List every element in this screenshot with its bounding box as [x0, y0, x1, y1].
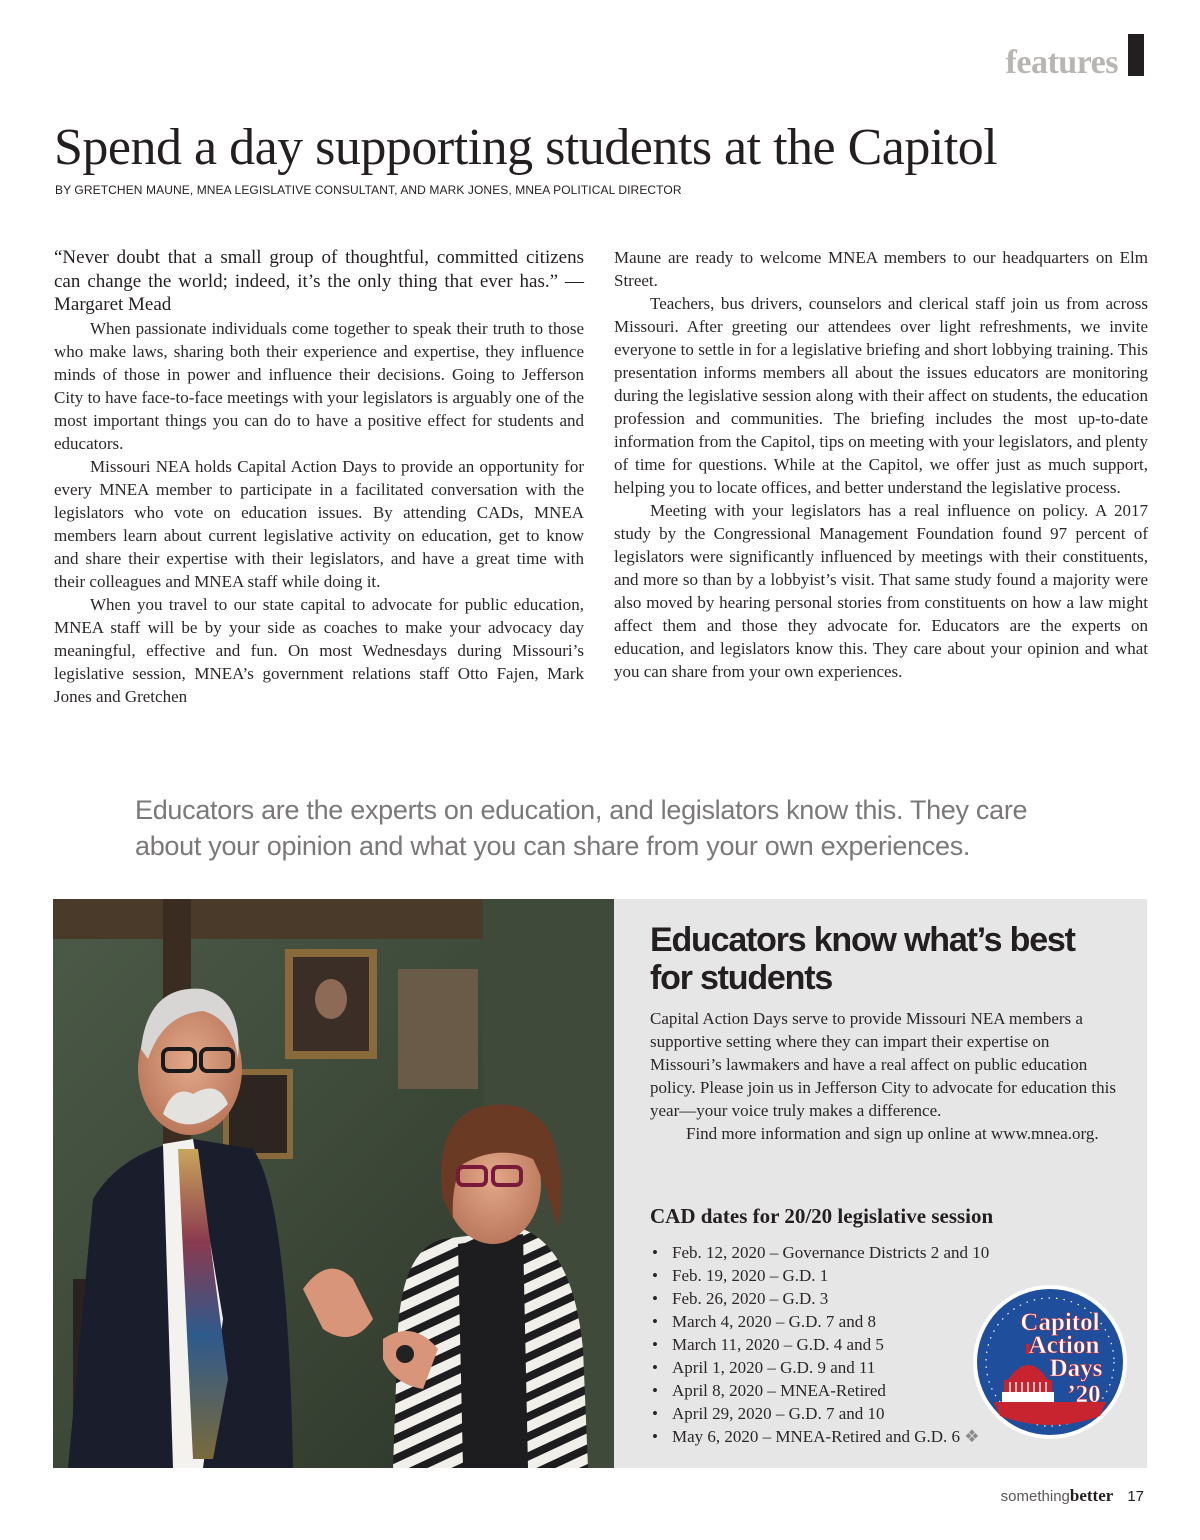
date-item: • Feb. 12, 2020 – Governance Districts 2 and 10 — [650, 1241, 989, 1264]
dates-heading: CAD dates for 20/20 legislative session — [650, 1204, 994, 1228]
pull-quote: Educators are the experts on education, and legislators know this. They care about your opinion and what you can share from your own experiences. — [135, 795, 1028, 861]
article-title: Spend a day supporting students at the Capitol — [54, 119, 998, 176]
capitol-action-days-seal — [972, 1284, 1128, 1440]
date-item: • May 6, 2020 – MNEA-Retired and G.D. 6 ❖ — [650, 1425, 989, 1448]
sidebar-paragraph: Capital Action Days serve to provide Missouri NEA members a supportive setting where they can impart their expertise on Missouri’s lawmakers and have a real affect on public education policy. Please join us in Jefferson City to advocate for education this year—your voice truly makes a difference. — [650, 1009, 1116, 1120]
article-column-right — [614, 246, 1148, 683]
footer-brand-light: something — [1000, 1488, 1070, 1505]
sidebar-title: Educators know what’s best for students — [650, 921, 1075, 997]
date-item: • Feb. 19, 2020 – G.D. 1 — [650, 1264, 989, 1287]
article-byline: BY GRETCHEN MAUNE, MNEA LEGISLATIVE CONSULTANT, AND MARK JONES, MNEA POLITICAL DIRECTOR — [55, 183, 682, 197]
body-paragraph: Maune are ready to welcome MNEA members to our headquarters on Elm Street. — [614, 248, 1148, 290]
section-label: features — [1005, 44, 1118, 81]
body-paragraph: Meeting with your legislators has a real influence on policy. A 2017 study by the Congressional Management Foundation found 97 percent of legislators were significantly influenced by meetings with their constituents, and more so than by a lobbyist’s visit. That same study found a majority were also moved by hearing personal stories from constituents on how a law might affect them and those they advocate for. Educators are the experts on education, and legislators know this. They care about your opinion and what you can share from your own experiences. — [614, 501, 1148, 681]
article-photo — [53, 899, 614, 1468]
seal-line3: Days — [1049, 1355, 1103, 1382]
date-item: • April 29, 2020 – G.D. 7 and 10 — [650, 1402, 989, 1425]
sidebar-paragraph: Find more information and sign up online at www.mnea.org. — [686, 1124, 1099, 1143]
body-paragraph: When passionate individuals come together to speak their truth to those who make laws, sharing both their experience and expertise, they influence minds of those in power and influence their decisions. Going to Jefferson City to have face-to-face meetings with your legislators is arguably one of the most important things you can do to have a positive effect for students and educators. — [54, 318, 584, 453]
footer-brand-bold: better — [1069, 1486, 1114, 1505]
sidebar-box — [614, 899, 1147, 1468]
dates-list — [650, 1241, 989, 1448]
date-item: • April 8, 2020 – MNEA-Retired — [650, 1379, 989, 1402]
sidebar-body — [650, 1007, 1120, 1145]
opening-quote: “Never doubt that a small group of thoughtful, committed citizens can change the world; indeed, it’s the only thing that ever has.” — Margaret Mead — [54, 247, 584, 315]
date-item: • March 4, 2020 – G.D. 7 and 8 — [650, 1310, 989, 1333]
section-marker — [1128, 34, 1144, 76]
seal-line1: Capitol — [1020, 1309, 1100, 1336]
body-paragraph: Missouri NEA holds Capital Action Days to provide an opportunity for every MNEA member to participate in a facilitated conversation with the legislators who vote on education issues. By attending CADs, MNEA members learn about current legislative activity on education, get to know and share their expertise with their legislators, and have a great time with their colleagues and MNEA staff while doing it. — [54, 456, 584, 591]
date-item: • March 11, 2020 – G.D. 4 and 5 — [650, 1333, 989, 1356]
seal-line2: Action — [1028, 1332, 1100, 1359]
body-paragraph: When you travel to our state capital to advocate for public education, MNEA staff will be by your side as coaches to make your advocacy day meaningful, effective and fun. On most Wednesdays during Missouri’s legislative session, MNEA’s government relations staff Otto Fajen, Mark Jones and Gretchen — [54, 594, 584, 706]
date-item: • April 1, 2020 – G.D. 9 and 11 — [650, 1356, 989, 1379]
date-item: • Feb. 26, 2020 – G.D. 3 — [650, 1287, 989, 1310]
article-column-left — [54, 246, 584, 708]
page-footer — [1001, 1486, 1144, 1506]
seal-year: ’20 — [1067, 1381, 1101, 1408]
end-ornament-icon: ❖ — [964, 1427, 980, 1446]
page-number: 17 — [1127, 1488, 1144, 1505]
body-paragraph: Teachers, bus drivers, counselors and clerical staff join us from across Missouri. After greeting our attendees over light refreshments, we invite everyone to settle in for a legislative briefing and short lobbying training. This presentation informs members all about the issues educators are monitoring during the legislative session along with their affect on students, the education profession and communities. The briefing includes the most up-to-date information from the Capitol, tips on meeting with your legislators, and plenty of time for questions. While at the Capitol, we offer just as much support, helping you to locate offices, and better understand the legislative process. — [614, 294, 1148, 497]
